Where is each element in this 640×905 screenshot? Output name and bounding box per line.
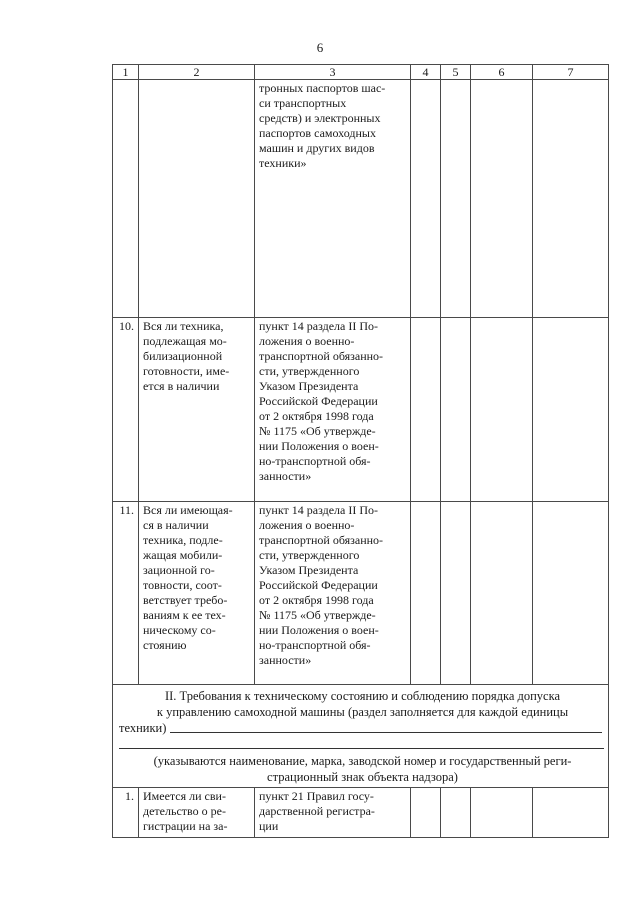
remarks-cell — [533, 502, 609, 685]
remarks-cell — [533, 788, 609, 838]
legal-line: пункт 21 Правил госу- — [259, 789, 374, 803]
question-line: ется в наличии — [143, 379, 220, 393]
question-line: техника, подле- — [143, 533, 223, 547]
col-header-3: 3 — [255, 65, 411, 80]
checklist-table — [112, 64, 609, 838]
legal-line: от 2 октября 1998 года — [259, 409, 374, 423]
answer-yes-cell — [411, 318, 441, 502]
question-line: гистрации на за- — [143, 819, 228, 833]
question-line: готовности, име- — [143, 364, 230, 378]
legal-line: от 2 октября 1998 года — [259, 593, 374, 607]
question-cell — [139, 80, 255, 318]
not-applicable-cell — [471, 788, 533, 838]
question-cell — [139, 788, 255, 838]
legal-line: № 1175 «Об утвержде- — [259, 608, 376, 622]
legal-line: транспортной обязанно- — [259, 349, 384, 363]
legal-line: ложения о военно- — [259, 518, 355, 532]
question-line: детельство о ре- — [143, 804, 226, 818]
legal-line: пункт 14 раздела II По- — [259, 503, 379, 517]
row-number: 11. — [113, 502, 139, 685]
legal-basis-cell — [255, 318, 411, 502]
section-note-line: (указываются наименование, марка, заводской номер и государственный реги- — [153, 754, 572, 768]
question-line: зационной го- — [143, 563, 215, 577]
section-note-line: страционный знак объекта надзора) — [267, 770, 458, 784]
legal-line: си транспортных — [259, 96, 347, 110]
legal-basis-cell — [255, 502, 411, 685]
question-line: билизационной — [143, 349, 223, 363]
question-line: товности, соот- — [143, 578, 222, 592]
legal-line: машин и других видов — [259, 141, 375, 155]
legal-line: но-транспортной обя- — [259, 454, 371, 468]
answer-no-cell — [441, 502, 471, 685]
fill-in-blank[interactable] — [170, 731, 602, 733]
not-applicable-cell — [471, 318, 533, 502]
section-title-line: техники) — [119, 721, 167, 735]
question-line: стоянию — [143, 638, 187, 652]
answer-yes-cell — [411, 502, 441, 685]
fill-in-blank[interactable] — [119, 736, 604, 749]
answer-no-cell — [441, 80, 471, 318]
col-header-2: 2 — [139, 65, 255, 80]
question-line: жащая мобили- — [143, 548, 223, 562]
remarks-cell — [533, 318, 609, 502]
table-row-continued — [113, 80, 609, 318]
section-title-line: II. Требования к техническому состоянию и соблюдению порядка допуска — [164, 689, 561, 703]
section-fill-line — [119, 720, 606, 736]
legal-line: сти, утвержденного — [259, 548, 360, 562]
legal-line: тронных паспортов шас- — [259, 81, 386, 95]
legal-line: паспортов самоходных — [259, 126, 376, 140]
section-heading-cell — [113, 685, 609, 788]
legal-line: ложения о военно- — [259, 334, 355, 348]
answer-yes-cell — [411, 788, 441, 838]
table-row-10 — [113, 318, 609, 502]
question-line: Имеется ли сви- — [143, 789, 226, 803]
legal-line: дарственной регистра- — [259, 804, 375, 818]
legal-line: транспортной обязанно- — [259, 533, 384, 547]
question-cell — [139, 318, 255, 502]
legal-line: Российской Федерации — [259, 578, 378, 592]
question-cell — [139, 502, 255, 685]
col-header-1: 1 — [113, 65, 139, 80]
question-line: ся в наличии — [143, 518, 209, 532]
table-row-11 — [113, 502, 609, 685]
legal-basis-cell — [255, 788, 411, 838]
page-number: 6 — [316, 40, 324, 55]
col-header-6: 6 — [471, 65, 533, 80]
row-number: 1. — [113, 788, 139, 838]
col-header-5: 5 — [441, 65, 471, 80]
legal-line: Российской Федерации — [259, 394, 378, 408]
question-line: ническому со- — [143, 623, 216, 637]
legal-line: средств) и электронных — [259, 111, 381, 125]
question-line: Вся ли имеющая- — [143, 503, 233, 517]
section-title-line: к управлению самоходной машины (раздел заполняется для каждой единицы — [156, 705, 569, 719]
legal-line: Указом Президента — [259, 379, 359, 393]
answer-no-cell — [441, 788, 471, 838]
question-line: ветствует требо- — [143, 593, 228, 607]
legal-line: занности» — [259, 653, 312, 667]
legal-line: ции — [259, 819, 279, 833]
question-line: ваниям к ее тех- — [143, 608, 226, 622]
table-header-row — [113, 65, 609, 80]
answer-yes-cell — [411, 80, 441, 318]
row-number: 10. — [113, 318, 139, 502]
question-line: подлежащая мо- — [143, 334, 227, 348]
question-line: Вся ли техника, — [143, 319, 224, 333]
not-applicable-cell — [471, 502, 533, 685]
legal-line: № 1175 «Об утвержде- — [259, 424, 376, 438]
col-header-7: 7 — [533, 65, 609, 80]
section-heading-row — [113, 685, 609, 788]
legal-line: сти, утвержденного — [259, 364, 360, 378]
legal-line: нии Положения о воен- — [259, 439, 379, 453]
legal-line: нии Положения о воен- — [259, 623, 379, 637]
legal-line: техники» — [259, 156, 307, 170]
not-applicable-cell — [471, 80, 533, 318]
remarks-cell — [533, 80, 609, 318]
row-number — [113, 80, 139, 318]
answer-no-cell — [441, 318, 471, 502]
legal-basis-cell — [255, 80, 411, 318]
legal-line: но-транспортной обя- — [259, 638, 371, 652]
legal-line: пункт 14 раздела II По- — [259, 319, 379, 333]
legal-line: занности» — [259, 469, 312, 483]
col-header-4: 4 — [411, 65, 441, 80]
table-row-1 — [113, 788, 609, 838]
legal-line: Указом Президента — [259, 563, 359, 577]
